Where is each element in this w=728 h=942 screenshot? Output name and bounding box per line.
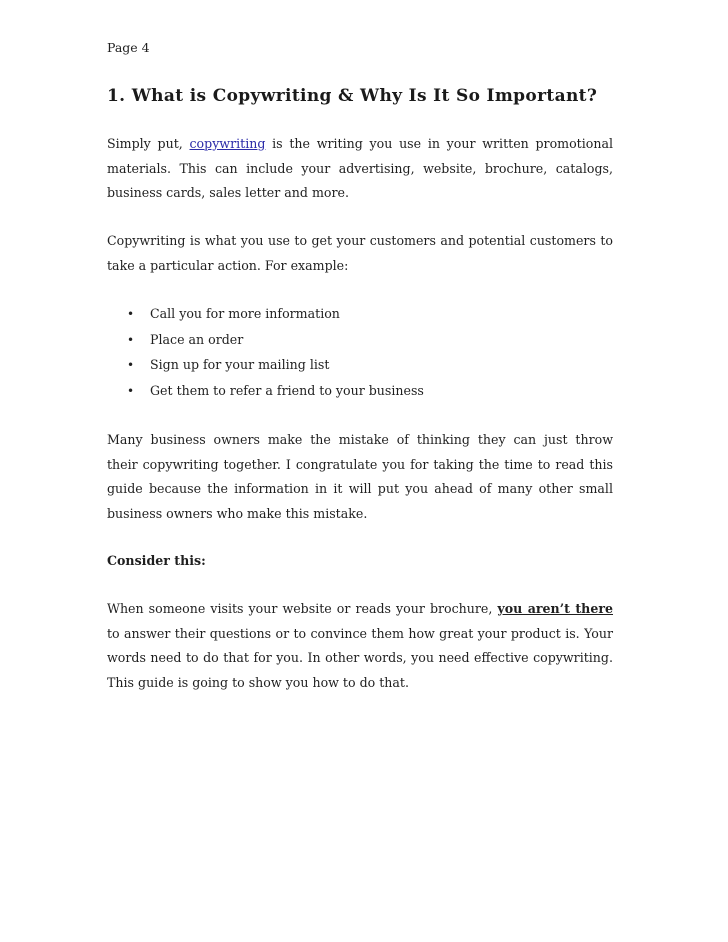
list-item xyxy=(127,355,424,381)
mistake-line-1: Many business owners make the mistake of thinking they can just throw xyxy=(107,432,613,447)
emphasis-text: you aren’t there xyxy=(497,601,613,616)
list-item xyxy=(127,304,424,330)
mistake-line-4: business owners who make this mistake. xyxy=(107,505,368,521)
visit-lead: When someone visits your website or reads your brochure, xyxy=(107,601,498,616)
intro-line-3: business cards, sales letter and more. xyxy=(107,185,349,200)
list-item-text: Get them to refer a friend to your business xyxy=(150,382,424,398)
intro-line-1 xyxy=(107,132,613,157)
visit-line-3: words need to do that for you. In other words, you need effective copywriting. xyxy=(107,650,613,665)
consider-text: Consider this: xyxy=(107,553,206,568)
bullet-icon: • xyxy=(127,358,135,372)
bullet-icon: • xyxy=(127,332,135,347)
intro-line-1-rest: is the writing you use in your written promotional xyxy=(265,136,613,151)
copywriting-link[interactable]: copywriting xyxy=(189,136,266,151)
list-item-text: Call you for more information xyxy=(150,306,340,321)
action-paragraph xyxy=(107,229,613,278)
action-line-2: take a particular action. For example: xyxy=(107,257,349,273)
intro-line-2: materials. This can include your advertising, website, brochure, catalogs, xyxy=(107,160,613,176)
list-item-text: Sign up for your mailing list xyxy=(150,357,330,372)
visit-line-2: to answer their questions or to convince them how great your product is. Your xyxy=(107,625,613,641)
intro-paragraph xyxy=(107,132,613,206)
action-line-1: Copywriting is what you use to get your customers and potential customers to xyxy=(107,233,613,248)
mistake-line-2: their copywriting together. I congratulate you for taking the time to read this xyxy=(107,456,613,472)
example-actions-list xyxy=(127,304,424,406)
intro-lead: Simply put, xyxy=(107,136,190,151)
bullet-icon: • xyxy=(127,383,135,398)
mistake-paragraph xyxy=(107,428,613,526)
visit-paragraph xyxy=(107,597,613,695)
section-heading: 1. What is Copywriting & Why Is It So Important? xyxy=(107,86,598,106)
visit-line-1 xyxy=(107,597,613,622)
list-item-text: Place an order xyxy=(150,331,244,347)
consider-heading xyxy=(107,549,613,574)
page-number: Page 4 xyxy=(107,40,150,55)
list-item xyxy=(127,381,424,407)
visit-line-4: This guide is going to show you how to do that. xyxy=(107,674,409,690)
mistake-line-3: guide because the information in it will put you ahead of many other small xyxy=(107,481,613,496)
list-item xyxy=(127,330,424,356)
bullet-icon: • xyxy=(127,307,135,321)
